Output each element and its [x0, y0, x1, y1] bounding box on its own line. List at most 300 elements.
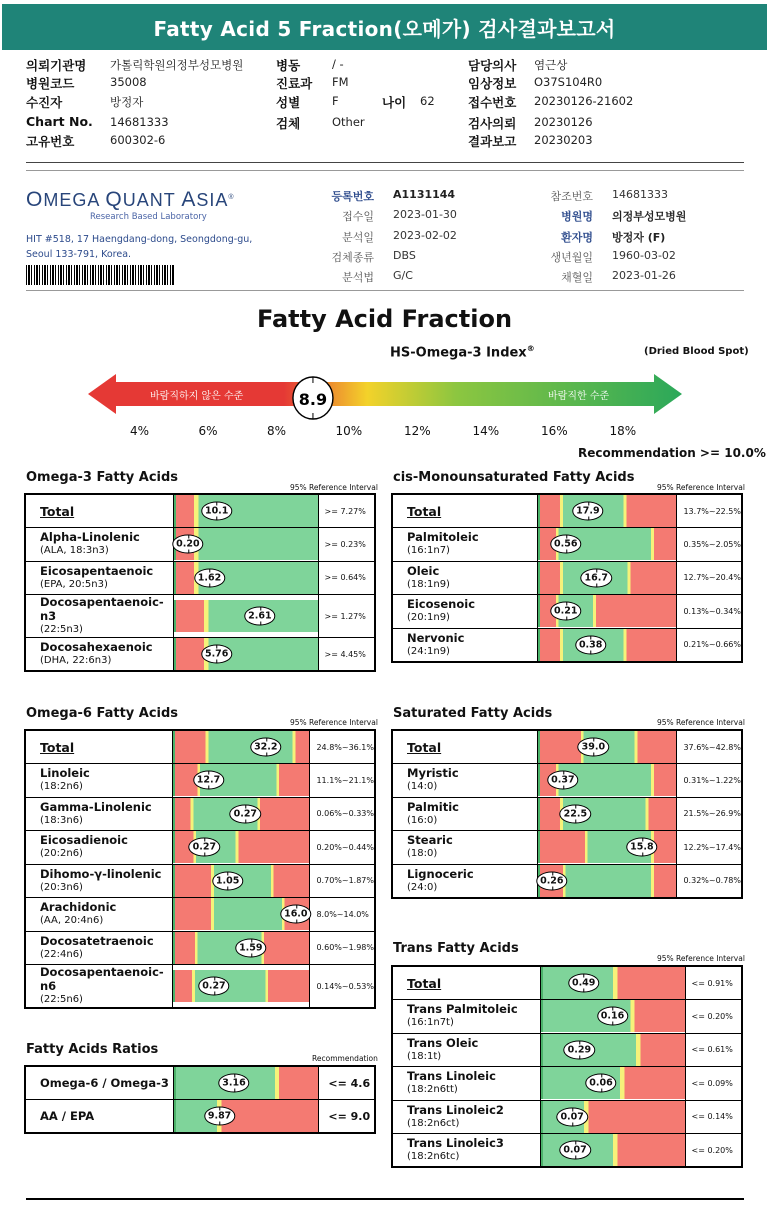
- reference-value: 0.35%~2.05%: [677, 528, 742, 562]
- gauge-value: 8.9: [298, 390, 328, 409]
- reference-value: 37.6%~42.8%: [677, 730, 742, 764]
- value-marker: 0.49: [568, 974, 599, 993]
- fatty-acid-name: Eicosadienoic: [40, 833, 128, 848]
- row-name-cell: [25, 494, 173, 528]
- bar-cell: [173, 561, 318, 595]
- value-marker: 12.7: [193, 771, 224, 790]
- range-bar: [538, 731, 677, 763]
- ref-interval-label: 95% Reference Interval: [657, 483, 745, 492]
- lab-right-label-1: 병원명: [561, 210, 593, 223]
- reference-value: 12.7%~20.4%: [677, 561, 742, 595]
- value-marker: 39.0: [578, 738, 609, 757]
- table-row: [392, 595, 742, 629]
- lab-right-value-2: 방정자 (F): [612, 231, 666, 244]
- lab-address: HIT #518, 17 Haengdang-dong, Seongdong-gu, Seoul 133-791, Korea.: [26, 234, 253, 260]
- lab-top-divider: [26, 170, 744, 171]
- row-name-cell: [25, 965, 173, 1009]
- value-marker: 1.05: [212, 871, 243, 890]
- gauge-tick: 4%: [130, 424, 150, 438]
- gauge-tick: 6%: [198, 424, 218, 438]
- hdr-c3-2-value: 20230126-21602: [534, 94, 634, 108]
- section-title-sat: Saturated Fatty Acids: [393, 706, 553, 721]
- fatty-acid-name: Alpha-Linolenic: [40, 530, 140, 545]
- hdr-c3-3-value: 20230126: [534, 115, 593, 129]
- fatty-acid-code: (18:2n6tc): [407, 1151, 460, 1162]
- table-row: [25, 561, 375, 595]
- fatty-acid-name: Dihomo-γ-linolenic: [40, 866, 162, 881]
- bar-cell: [540, 1067, 685, 1101]
- lab-left-label-1: 접수일: [342, 210, 374, 223]
- gauge-right-label: 바람직한 수준: [548, 391, 610, 402]
- value-marker: 16.0: [280, 905, 311, 924]
- table-o3: [24, 493, 376, 672]
- report-title: Fatty Acid Fraction: [256, 305, 513, 333]
- fatty-acid-code: (ALA, 18:3n3): [40, 545, 109, 557]
- lab-right-value-3: 1960-03-02: [612, 249, 676, 262]
- hdr-c3-4-label: 결과보고: [468, 134, 517, 149]
- range-bar: [173, 932, 309, 964]
- row-name-cell: [25, 864, 173, 898]
- table-row: [25, 638, 375, 672]
- table-row: [392, 561, 742, 595]
- range-bar: [173, 865, 309, 897]
- row-name-cell: [25, 638, 173, 672]
- bar-cell: [538, 628, 677, 662]
- table-row: [25, 730, 375, 764]
- fatty-acid-name: Gamma-Linolenic: [40, 799, 152, 814]
- hdr-c3-1-value: O37S104R0: [534, 75, 603, 89]
- row-total-label: Total: [407, 739, 442, 755]
- lab-left-value-1: 2023-01-30: [393, 208, 457, 221]
- fatty-acid-name: Docosapentaenoic-n3: [40, 595, 164, 623]
- fatty-acid-code: (16:1n7): [407, 545, 450, 557]
- range-bar: [174, 562, 318, 594]
- table-row: [25, 528, 375, 562]
- ref-interval-label: 95% Reference Interval: [290, 483, 378, 492]
- value-marker: 0.20: [172, 535, 203, 554]
- hdr-c1-3-value: 14681333: [110, 115, 169, 129]
- table-row: [25, 494, 375, 528]
- value-marker: 0.29: [564, 1040, 595, 1059]
- fatty-acid-name: Trans Oleic: [407, 1035, 479, 1050]
- fatty-acid-code: (24:0): [407, 881, 438, 893]
- barcode: [26, 265, 174, 285]
- hdr-c2-1-value: FM: [332, 75, 349, 89]
- bar-cell: [173, 931, 310, 965]
- reference-value: 21.5%~26.9%: [677, 797, 742, 831]
- lab-left-label-2: 분석일: [342, 231, 374, 244]
- fatty-acid-code: (20:2n6): [40, 848, 83, 860]
- table-row: [25, 1066, 375, 1100]
- table-row: [392, 1067, 742, 1101]
- range-bar: [541, 967, 685, 999]
- bar-cell: [173, 494, 318, 528]
- gauge-tick: 16%: [541, 424, 568, 438]
- value-marker: 0.26: [536, 871, 567, 890]
- hdr-c1-0-label: 의뢰기관명: [26, 58, 87, 73]
- reference-value: 0.60%~1.98%: [310, 931, 375, 965]
- bar-cell: [173, 638, 318, 672]
- table-row: [25, 764, 375, 798]
- patient-header: [26, 54, 746, 164]
- hdr-c1-1-value: 35008: [110, 75, 147, 89]
- value-marker: 1.62: [194, 568, 225, 587]
- range-bar: [173, 831, 309, 863]
- table-row: [392, 966, 742, 1000]
- row-name-cell: [25, 931, 173, 965]
- table-trans: [391, 965, 743, 1168]
- row-name-cell: [392, 797, 537, 831]
- row-name-cell: [392, 494, 538, 528]
- lab-right-label-0: 참조번호: [550, 190, 593, 203]
- row-name-cell: [392, 1000, 540, 1034]
- section-title-mono: cis-Monounsaturated Fatty Acids: [393, 470, 635, 485]
- reference-value: >= 0.64%: [318, 561, 375, 595]
- bar-cell: [540, 1100, 685, 1134]
- hdr-c3-0-value: 염근상: [534, 58, 568, 72]
- bar-cell: [173, 730, 310, 764]
- reference-value: 12.2%~17.4%: [677, 831, 742, 865]
- lab-right-value-0: 14681333: [612, 188, 668, 201]
- fatty-acid-code: (EPA, 20:5n3): [40, 578, 108, 590]
- fatty-acid-name: Trans Palmitoleic: [407, 1002, 518, 1017]
- reference-value: 0.32%~0.78%: [677, 864, 742, 898]
- table-row: [392, 1033, 742, 1067]
- table-row: [392, 1000, 742, 1034]
- gauge-tick: 10%: [335, 424, 363, 438]
- bar-cell: [173, 764, 310, 798]
- fatty-acid-code: (16:1n7t): [407, 1017, 454, 1029]
- reference-value: 11.1%~21.1%: [310, 764, 375, 798]
- lab-bottom-divider: [26, 290, 744, 291]
- gauge-marker: [293, 377, 333, 419]
- table-row: [25, 965, 375, 1009]
- row-name-cell: [392, 966, 540, 1000]
- fatty-acid-code: (18:2n6ct): [407, 1117, 460, 1129]
- row-total-label: Total: [40, 503, 75, 519]
- hdr-c1-3-label: Chart No.: [26, 114, 93, 129]
- lab-right-label-3: 생년월일: [550, 251, 593, 264]
- hdr-c2-3-value: Other: [332, 115, 365, 129]
- value-marker: 16.7: [580, 568, 611, 587]
- fatty-acid-name: Nervonic: [407, 630, 465, 645]
- range-bar: [174, 528, 318, 560]
- fatty-acid-name: Eicosenoic: [407, 597, 476, 612]
- range-bar: [541, 1101, 685, 1133]
- row-name-cell: [392, 595, 538, 629]
- reference-value: <= 4.6: [318, 1066, 375, 1100]
- range-bar: [173, 764, 309, 796]
- value-marker: 0.38: [575, 635, 606, 654]
- row-name-cell: [25, 528, 173, 562]
- hdr-c1-2-value: 방정자: [110, 95, 144, 109]
- table-row: [25, 831, 375, 865]
- reference-value: >= 4.45%: [318, 638, 375, 672]
- recommendation: Recommendation >= 10.0%: [578, 446, 766, 460]
- fatty-acid-name: Arachidonic: [40, 900, 117, 915]
- bar-cell: [540, 966, 685, 1000]
- table-row: [25, 1100, 375, 1134]
- fatty-acid-name: Trans Linoleic2: [407, 1102, 504, 1117]
- reference-value: 24.8%~36.1%: [310, 730, 375, 764]
- hdr-c1-4-value: 600302-6: [110, 133, 166, 147]
- sample-type-note: (Dried Blood Spot): [644, 346, 749, 357]
- value-marker: 0.37: [547, 771, 578, 790]
- bar-cell: [540, 1000, 685, 1034]
- reference-value: 0.70%~1.87%: [310, 864, 375, 898]
- hdr-c2-0-value: / -: [332, 57, 344, 71]
- fatty-acid-code: (20:1n9): [407, 612, 450, 624]
- row-name-cell: [25, 764, 173, 798]
- value-marker: 10.1: [201, 502, 232, 521]
- lab-right-label-2: 환자명: [561, 231, 593, 244]
- row-name-cell: [392, 561, 538, 595]
- bar-cell: [173, 797, 310, 831]
- row-name-cell: [392, 528, 538, 562]
- range-bar: [538, 595, 676, 627]
- table-o6: [24, 729, 376, 1009]
- reference-value: <= 0.91%: [685, 966, 742, 1000]
- row-total-label: Total: [407, 503, 442, 519]
- bar-cell: [537, 831, 677, 865]
- fatty-acid-name: Myristic: [407, 766, 459, 781]
- value-marker: 9.87: [204, 1107, 235, 1126]
- bar-cell: [537, 764, 677, 798]
- table-row: [392, 764, 742, 798]
- bar-cell: [173, 1100, 318, 1134]
- footer-rule: [26, 1198, 744, 1200]
- ref-interval-label: 95% Reference Interval: [657, 954, 745, 963]
- row-name-cell: [25, 730, 173, 764]
- lab-left-value-4: G/C: [393, 269, 413, 282]
- row-name-cell: [392, 628, 538, 662]
- lab-left-label-0: 등록번호: [331, 190, 374, 203]
- bar-cell: [173, 965, 310, 1009]
- value-marker: 22.5: [560, 804, 591, 823]
- report-banner: Fatty Acid 5 Fraction(오메가) 검사결과보고서: [2, 4, 767, 50]
- table-row: [392, 730, 742, 764]
- table-row: [392, 628, 742, 662]
- bar-cell: [537, 797, 677, 831]
- row-name-cell: [25, 797, 173, 831]
- lab-left-value-2: 2023-02-02: [393, 229, 457, 242]
- lab-right-value-1: 의정부성모병원: [612, 210, 687, 223]
- fatty-acid-code: (22:5n6): [40, 994, 83, 1005]
- reference-value: <= 0.20%: [685, 1134, 742, 1168]
- lab-left-label-4: 분석법: [342, 271, 374, 284]
- hdr-c3-4-value: 20230203: [534, 133, 593, 147]
- row-name-cell: [392, 730, 537, 764]
- value-marker: 3.16: [218, 1074, 249, 1093]
- gauge-tick: 18%: [609, 424, 637, 438]
- fatty-acid-code: (DHA, 22:6n3): [40, 655, 112, 666]
- reference-value: 0.14%~0.53%: [310, 965, 375, 1009]
- fatty-acid-name: Trans Linoleic3: [407, 1136, 504, 1150]
- table-row: [392, 797, 742, 831]
- range-bar: [174, 1067, 318, 1099]
- bar-cell: [538, 561, 677, 595]
- ref-interval-label: 95% Reference Interval: [290, 718, 378, 727]
- fatty-acid-code: (18:1t): [407, 1050, 442, 1062]
- index-subtitle: HS-Omega-3 Index®: [390, 344, 535, 361]
- row-name-cell: [25, 898, 173, 932]
- table-row: [392, 831, 742, 865]
- range-bar: [174, 638, 318, 670]
- hdr-c3-2-label: 접수번호: [468, 95, 517, 110]
- lab-right-value-4: 2023-01-26: [612, 269, 676, 282]
- hdr-c3-0-label: 담당의사: [468, 58, 517, 73]
- value-marker: 0.56: [550, 535, 581, 554]
- reference-value: <= 0.20%: [685, 1000, 742, 1034]
- bar-cell: [173, 831, 310, 865]
- value-marker: 32.2: [250, 738, 281, 757]
- table-ratio: [24, 1065, 376, 1134]
- row-name-cell: [25, 1100, 173, 1134]
- reference-value: 0.13%~0.34%: [677, 595, 742, 629]
- range-bar: [538, 528, 676, 560]
- row-name-cell: [25, 561, 173, 595]
- row-name-cell: [25, 831, 173, 865]
- bar-cell: [173, 864, 310, 898]
- fatty-acid-code: (14:0): [407, 781, 438, 793]
- value-marker: 0.27: [230, 804, 261, 823]
- section-title-o6: Omega-6 Fatty Acids: [26, 706, 179, 721]
- range-bar: [174, 600, 318, 632]
- hdr-c1-4-label: 고유번호: [26, 134, 75, 149]
- range-bar: [538, 831, 677, 863]
- range-bar: [173, 798, 309, 830]
- value-marker: 0.16: [597, 1007, 628, 1026]
- range-bar: [538, 764, 677, 796]
- reference-value: 0.06%~0.33%: [310, 797, 375, 831]
- fatty-acid-name: Docosahexaenoic: [40, 640, 153, 654]
- value-marker: 0.07: [556, 1107, 587, 1126]
- bar-cell: [538, 494, 677, 528]
- row-name-cell: [392, 1033, 540, 1067]
- reference-value: <= 0.09%: [685, 1067, 742, 1101]
- hdr-c2-0-label: 병동: [276, 58, 301, 73]
- reference-value: >= 7.27%: [318, 494, 375, 528]
- fatty-acid-name: Eicosapentaenoic: [40, 563, 154, 578]
- row-total-label: Total: [407, 975, 442, 991]
- fatty-acid-name: Omega-6 / Omega-3: [40, 1076, 169, 1090]
- ref-interval-label: Recommendation: [312, 1054, 378, 1063]
- bar-cell: [537, 730, 677, 764]
- bar-cell: [173, 528, 318, 562]
- table-mono: [391, 493, 743, 663]
- bar-cell: [173, 1066, 318, 1100]
- hdr-c2-3-label: 검체: [276, 116, 301, 131]
- fatty-acid-name: Oleic: [407, 563, 440, 578]
- bar-cell: [173, 595, 318, 638]
- fatty-acid-code: (16:0): [407, 814, 438, 826]
- reference-value: 0.21%~0.66%: [677, 628, 742, 662]
- table-row: [25, 931, 375, 965]
- gauge-tick: 12%: [404, 424, 431, 438]
- reference-value: 0.20%~0.44%: [310, 831, 375, 865]
- row-name-cell: [25, 1066, 173, 1100]
- row-name-cell: [392, 831, 537, 865]
- table-row: [25, 898, 375, 932]
- hdr-c3-3-label: 검사의뢰: [468, 116, 517, 131]
- table-row: [392, 528, 742, 562]
- table-row: [392, 864, 742, 898]
- fatty-acid-code: (22:5n3): [40, 624, 83, 635]
- row-name-cell: [392, 1134, 540, 1168]
- fatty-acid-name: AA / EPA: [40, 1109, 95, 1123]
- table-row: [25, 595, 375, 638]
- hdr-age-value: 62: [420, 94, 435, 108]
- table-row: [392, 1100, 742, 1134]
- value-marker: 17.9: [572, 502, 603, 521]
- fatty-acid-name: Lignoceric: [407, 866, 474, 881]
- lab-logo: OMEGA QUANT ASIA®: [26, 188, 235, 211]
- hdr-c1-1-label: 병원코드: [26, 76, 75, 91]
- range-bar: [174, 495, 318, 527]
- table-row: [392, 494, 742, 528]
- value-marker: 5.76: [201, 645, 232, 664]
- value-marker: 0.21: [550, 602, 581, 621]
- range-bar: [173, 970, 309, 1002]
- row-name-cell: [392, 764, 537, 798]
- lab-left-value-3: DBS: [393, 249, 416, 262]
- fatty-acid-name: Stearic: [407, 833, 453, 848]
- bar-cell: [538, 595, 677, 629]
- fatty-acid-name: Linoleic: [40, 766, 90, 781]
- hdr-c2-1-label: 진료과: [276, 76, 313, 91]
- table-row: [25, 864, 375, 898]
- range-bar: [173, 898, 309, 930]
- reference-value: 13.7%~22.5%: [677, 494, 742, 528]
- fatty-acid-code: (18:1n9): [407, 578, 450, 590]
- row-name-cell: [392, 1100, 540, 1134]
- value-marker: 1.59: [235, 938, 266, 957]
- section-title-o3: Omega-3 Fatty Acids: [26, 470, 179, 485]
- gauge-tick: 14%: [472, 424, 500, 438]
- lab-left-value-0: A1131144: [393, 188, 456, 201]
- value-marker: 0.27: [198, 977, 229, 996]
- range-bar: [541, 1034, 685, 1066]
- fatty-acid-name: Docosapentaenoic-n6: [40, 965, 164, 993]
- range-bar: [173, 731, 309, 763]
- section-title-ratio: Fatty Acids Ratios: [26, 1042, 159, 1057]
- table-sat: [391, 729, 743, 899]
- bar-cell: [538, 528, 677, 562]
- reference-value: >= 1.27%: [318, 595, 375, 638]
- value-marker: 0.07: [559, 1141, 590, 1160]
- fatty-acid-code: (18:2n6tt): [407, 1084, 458, 1096]
- gauge-tick: 8%: [267, 424, 287, 438]
- row-name-cell: [25, 595, 173, 638]
- fatty-acid-name: Trans Linoleic: [407, 1069, 496, 1084]
- fatty-acid-code: (22:4n6): [40, 948, 83, 960]
- fatty-acid-code: (AA, 20:4n6): [40, 915, 104, 927]
- hdr-c1-0-value: 가톨릭학원의정부성모병원: [110, 58, 244, 72]
- gauge-left-label: 바람직하지 않은 수준: [150, 391, 244, 402]
- value-marker: 0.27: [189, 838, 220, 857]
- range-bar: [538, 629, 676, 661]
- range-bar: [541, 1067, 685, 1099]
- bar-cell: [537, 864, 677, 898]
- fatty-acid-name: Palmitoleic: [407, 530, 479, 545]
- value-marker: 0.06: [585, 1074, 616, 1093]
- fatty-acid-name: Palmitic: [407, 799, 460, 814]
- fatty-acid-code: (18:2n6): [40, 781, 83, 793]
- value-marker: 2.61: [244, 607, 275, 626]
- hdr-c1-2-label: 수진자: [26, 95, 63, 110]
- bar-cell: [540, 1033, 685, 1067]
- reference-value: <= 0.61%: [685, 1033, 742, 1067]
